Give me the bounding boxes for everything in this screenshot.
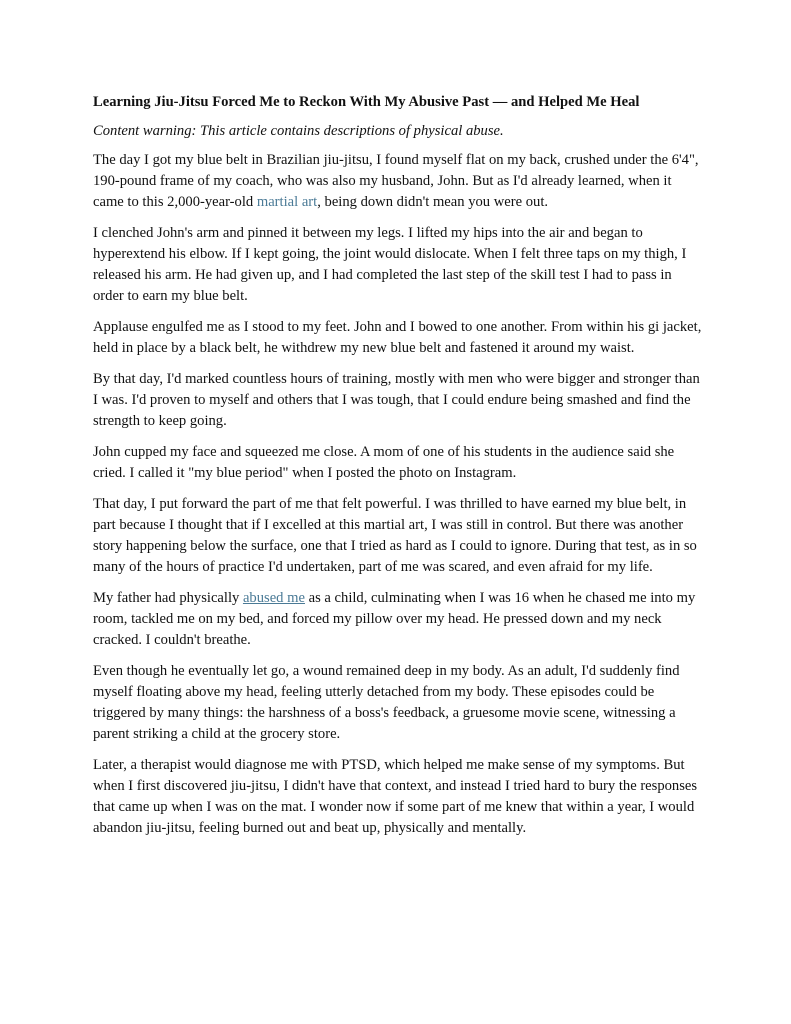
paragraph-7: [93, 588, 705, 651]
paragraph-8: Even though he eventually let go, a wound remained deep in my body. As an adult, I'd suddenly find myself floating above my head, feeling utterly detached from my body. These episodes could be triggered by many things: the harshness of a boss's feedback, a gruesome movie scene, witnessing a parent striking a child at the grocery store.: [93, 663, 680, 742]
paragraph-9: Later, a therapist would diagnose me with PTSD, which helped me make sense of my symptoms. But when I first discovered jiu-jitsu, I didn't have that context, and instead I tried hard to bury the responses that came up when I was on the mat. I wonder now if some part of me knew that within a year, I would abandon jiu-jitsu, feeling burned out and beat up, physically and mentally.: [93, 757, 698, 836]
paragraph-7-text-before: My father had physically: [93, 590, 243, 606]
paragraph-1-text-before: The day I got my blue belt in Brazilian jiu-jitsu, I found myself flat on my back, crushed under the 6'4", 190-pound frame of my coach, who was also my husband, John. But as I'd already learned, when it came to this 2,000-year-old: [93, 152, 699, 210]
article-title: Learning Jiu-Jitsu Forced Me to Reckon With My Abusive Past — and Helped Me Heal: [93, 94, 640, 110]
content-warning: Content warning: This article contains descriptions of physical abuse.: [93, 123, 504, 139]
paragraph-1: [93, 150, 705, 213]
paragraph-4: By that day, I'd marked countless hours of training, mostly with men who were bigger and stronger than I was. I'd proven to myself and others that I was tough, that I could endure being smashed and find the strength to keep going.: [93, 371, 700, 429]
paragraph-3: Applause engulfed me as I stood to my feet. John and I bowed to one another. From within his gi jacket, held in place by a black belt, he withdrew my new blue belt and fastened it around my waist.: [93, 319, 702, 356]
paragraph-6: That day, I put forward the part of me that felt powerful. I was thrilled to have earned my blue belt, in part because I thought that if I excelled at this martial art, I was still in control. But there was another story happening below the surface, one that I tried as hard as I could to ignore. During that test, as in so many of the hours of practice I'd undertaken, part of me was scared, and even afraid for my life.: [93, 496, 697, 575]
paragraph-5: John cupped my face and squeezed me close. A mom of one of his students in the audience said she cried. I called it "my blue period" when I posted the photo on Instagram.: [93, 444, 675, 481]
abused-me-link[interactable]: abused me: [242, 590, 305, 606]
paragraph-7-text-after: as a child, culminating when I was 16 when he chased me into my room, tackled me on my bed, and forced my pillow over my head. He pressed down and my neck cracked. I couldn't breathe.: [93, 590, 696, 648]
paragraph-2: I clenched John's arm and pinned it between my legs. I lifted my hips into the air and began to hyperextend his elbow. If I kept going, the joint would dislocate. When I felt three taps on my thigh, I released his arm. He had given up, and I had completed the last step of the skill test I had to pass in order to earn my blue belt.: [93, 225, 687, 304]
paragraph-1-text-after: , being down didn't mean you were out.: [317, 194, 549, 210]
document-page: [93, 92, 705, 849]
martial-art-link[interactable]: martial art: [256, 194, 318, 210]
